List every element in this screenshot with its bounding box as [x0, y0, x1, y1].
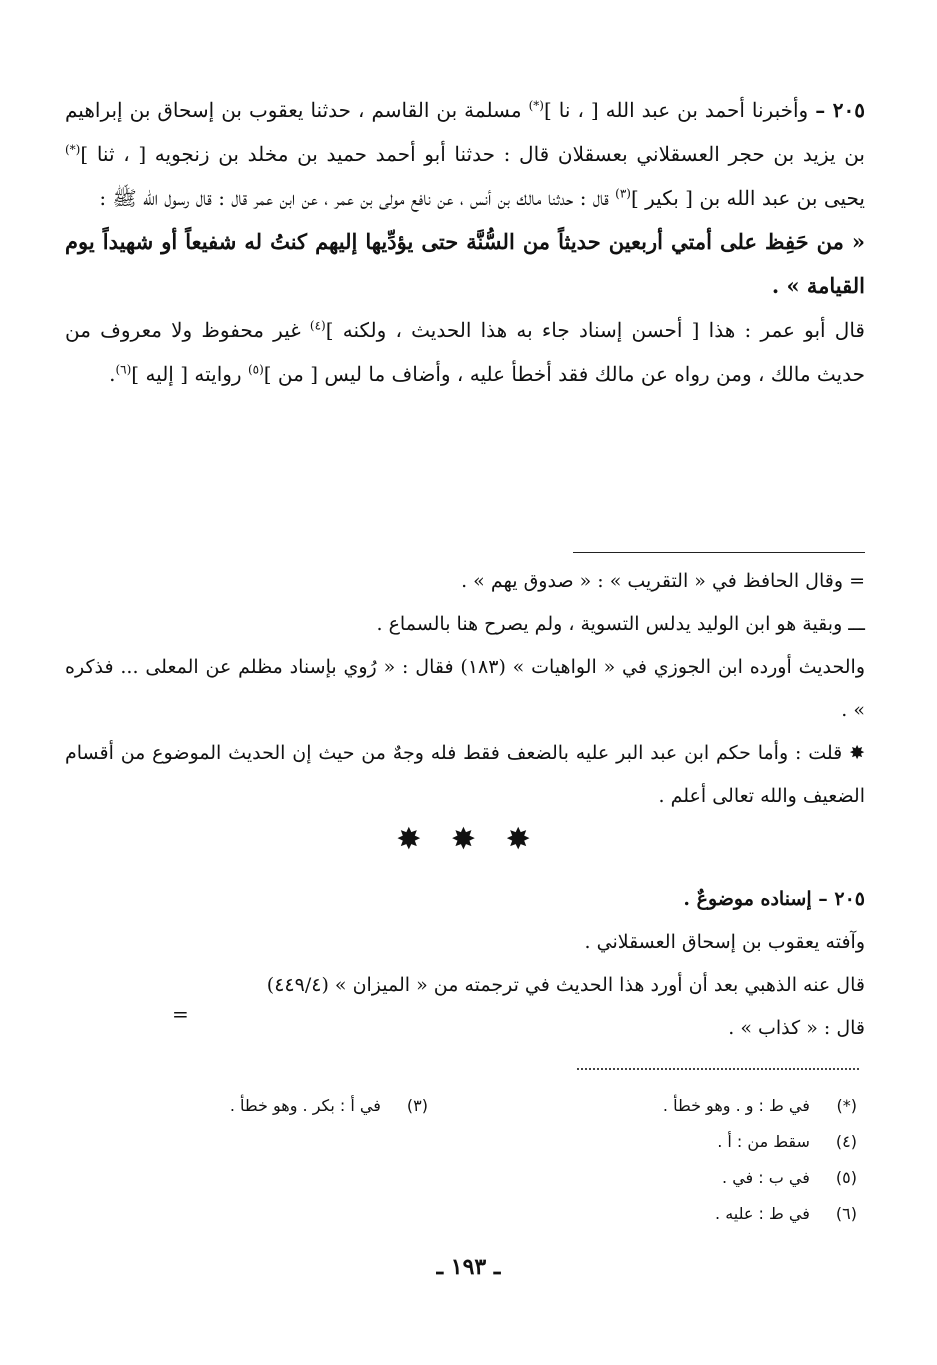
- footnote-divider: [577, 1068, 859, 1070]
- footnote-text: سقط من : أ .: [717, 1132, 810, 1151]
- commentary-paragraph: [65, 308, 865, 396]
- hadith-text: « من حَفِظ على أمتي أربعين حديثاً من السُّنَّة حتى يؤدِّيها إليهم كنتُ له شفيعاً أو شهيداً يوم القيامة » .: [65, 229, 865, 298]
- footnote-mark: (*): [836, 1096, 857, 1115]
- page-number: ـ ١٩٣ ـ: [436, 1254, 501, 1280]
- entry-number: ٢٠٥ –: [815, 98, 866, 122]
- note-line-4: ✸ قلت : وأما حكم ابن عبد البر عليه بالضعف فقط فله وجهٌ من حيث إن الحديث الموضوع من أقسام الضعيف والله تعالى أعلم .: [65, 742, 865, 807]
- footnote-item: [537, 1124, 857, 1160]
- footnote-ref-4: (٤): [309, 318, 326, 333]
- hadith-entry-205: [65, 88, 865, 396]
- note-line-2: ـــ وبقية هو ابن الوليد يدلس التسوية ، ولم يصرح هنا بالسماع .: [376, 613, 865, 635]
- isnad-part-4: قال : حدثنا مالك بن أنس ، عن نافع مولى بن عمر ، عن ابن عمر قال : قال رسول الله ﷺ :: [99, 186, 609, 210]
- footnote-item: [537, 1160, 857, 1196]
- footnote-item: [537, 1196, 857, 1232]
- footnote-ref-5: (٥): [247, 362, 264, 377]
- footnote-text: في ط : و . وهو خطأ .: [662, 1096, 810, 1115]
- footnote-text: في ط : عليه .: [715, 1204, 810, 1223]
- notes-divider: [573, 552, 865, 553]
- footnotes-left-column: [168, 1088, 428, 1124]
- footnote-mark: (٤): [835, 1132, 857, 1151]
- isnad-part-3: يحيى بن عبد الله بن [ بكير ]: [630, 186, 865, 210]
- note-line-1: = وقال الحافظ في « التقريب » : « صدوق يهم » .: [461, 570, 865, 592]
- footnote-ref-star-2: (*): [65, 142, 81, 157]
- footnote-mark: (٦): [835, 1204, 857, 1223]
- editor-notes-continued: [65, 560, 865, 818]
- isnad-part-1: وأخبرنا أحمد بن عبد الله [ ، نا ]: [544, 98, 809, 122]
- footnotes-right-column: [537, 1088, 857, 1232]
- isnad-paragraph: [65, 88, 865, 220]
- footnote-mark: (٥): [835, 1168, 857, 1187]
- section-separator-stars: ✸ ✸ ✸: [396, 822, 541, 857]
- notes-heading: ٢٠٥ – إسناده موضوعٌ .: [683, 888, 865, 910]
- footnote-text: في أ : بكر . وهو خطأ .: [229, 1096, 381, 1115]
- commentary-end: .: [109, 362, 116, 386]
- notes2-line-2: قال عنه الذهبي بعد أن أورد هذا الحديث في ترجمته من « الميزان » (٤٤٩/٤): [266, 974, 865, 996]
- note-line-3: والحديث أورده ابن الجوزي في « الواهيات » (١٨٣) فقال : « رُوي بإسناد مظلم عن المعلى ... فذكره » .: [65, 656, 866, 721]
- notes2-line-1: وآفته يعقوب بن إسحاق العسقلاني .: [584, 931, 865, 953]
- commentary-part-3: روايته [ إليه ]: [131, 362, 242, 386]
- continuation-mark: =: [172, 1002, 189, 1026]
- footnote-mark: (٣): [406, 1096, 428, 1115]
- commentary-part-1: قال أبو عمر : هذا [ أحسن إسناد جاء به هذا الحديث ، ولكنه ]: [325, 318, 865, 342]
- footnote-ref-3: (٣): [615, 186, 631, 201]
- commentary-part-2: غير محفوظ ولا معروف من حديث مالك ، ومن رواه عن مالك فقد أخطأ عليه ، وأضاف ما ليس [ من ]: [65, 318, 865, 386]
- footnote-item: [537, 1088, 857, 1124]
- footnote-ref-6: (٦): [115, 362, 132, 377]
- footnote-ref-star-1: (*): [528, 98, 544, 113]
- notes2-line-3: قال : « كذاب » .: [728, 1017, 865, 1039]
- footnote-text: في ب : في .: [722, 1168, 810, 1187]
- isnad-part-2: مسلمة بن القاسم ، حدثنا يعقوب بن إسحاق بن إبراهيم بن يزيد بن حجر العسقلاني بعسقلان قال : حدثنا أبو أحمد حميد بن مخلد بن زنجويه [ ، ثنا ]: [65, 98, 865, 166]
